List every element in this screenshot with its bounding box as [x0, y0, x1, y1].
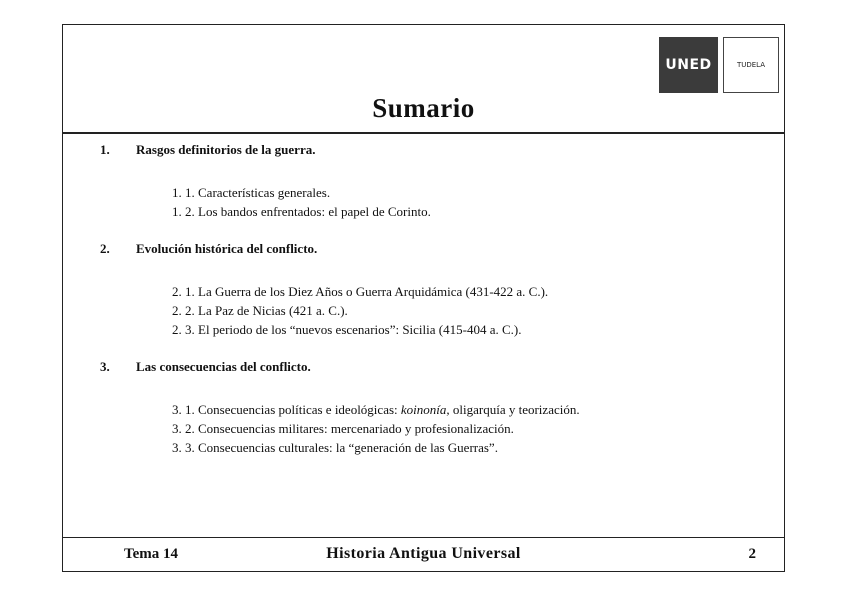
subitem-text: 3. 1. Consecuencias políticas e ideológicas:	[172, 402, 401, 417]
section-title: Rasgos definitorios de la guerra.	[136, 142, 316, 157]
subitem: 3. 2. Consecuencias militares: mercenariado y profesionalización.	[172, 421, 514, 436]
subitem-list	[100, 183, 780, 221]
section-number: 3.	[100, 359, 110, 374]
section-title: Las consecuencias del conflicto.	[136, 359, 311, 374]
section-1	[100, 142, 780, 221]
subitem: 3. 3. Consecuencias culturales: la “generación de las Guerras”.	[172, 440, 498, 455]
subitem: 1. 1. Características generales.	[172, 185, 331, 200]
subitem: 2. 2. La Paz de Nicias (421 a. C.).	[172, 303, 348, 318]
section-title: Evolución histórica del conflicto.	[136, 241, 318, 256]
section-number: 1.	[100, 142, 110, 157]
page-title: Sumario	[372, 93, 475, 123]
footer-divider	[63, 537, 784, 538]
subitem-list	[100, 282, 780, 339]
page-number: 2	[748, 546, 756, 562]
title-divider	[63, 132, 784, 134]
section-heading	[100, 241, 780, 257]
subitem-emphasis: koinonía,	[400, 402, 450, 417]
section-2	[100, 241, 780, 339]
subitem-list	[100, 400, 780, 457]
section-heading	[100, 359, 780, 375]
tudela-logo: TUDELA	[723, 37, 779, 93]
footer	[63, 539, 784, 571]
section-3	[100, 359, 780, 457]
section-heading	[100, 142, 780, 158]
footer-course: Historia Antigua Universal	[326, 545, 521, 562]
summary-list	[100, 142, 780, 477]
subitem: 2. 1. La Guerra de los Diez Años o Guerra Arquidámica (431-422 a. C.).	[172, 284, 549, 299]
subitem: 2. 3. El periodo de los “nuevos escenarios”: Sicilia (415-404 a. C.).	[172, 322, 522, 337]
subitem	[172, 400, 780, 419]
section-number: 2.	[100, 241, 110, 256]
footer-topic: Tema 14	[124, 546, 179, 562]
uned-logo: UNED	[659, 37, 718, 93]
subitem-text: oligarquía y teorización.	[449, 402, 580, 417]
slide	[62, 24, 785, 572]
subitem: 1. 2. Los bandos enfrentados: el papel de Corinto.	[172, 204, 431, 219]
